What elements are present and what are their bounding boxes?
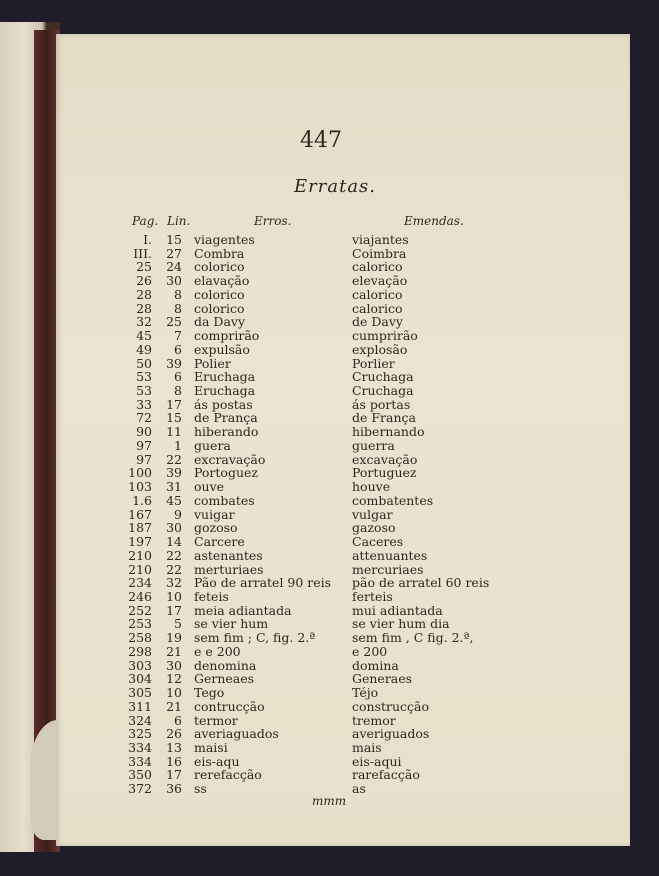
cell-erro: hiberando — [194, 424, 259, 439]
header-lin: Lin. — [167, 214, 191, 228]
cell-erro: Tego — [194, 685, 225, 700]
cell-pag: 103 — [128, 479, 152, 494]
cell-lin: 13 — [166, 740, 182, 755]
cell-pag: I. — [143, 232, 152, 247]
cell-lin: 31 — [166, 479, 182, 494]
cell-erro: Gerneaes — [194, 671, 255, 686]
cell-emenda: domina — [352, 658, 399, 673]
cell-erro: rerefacção — [194, 767, 262, 782]
cell-pag: III. — [133, 246, 152, 261]
cell-lin: 19 — [166, 630, 182, 645]
cell-emenda: calorico — [352, 287, 403, 302]
cell-lin: 9 — [174, 507, 182, 522]
cell-lin: 5 — [174, 616, 182, 631]
cell-erro: astenantes — [194, 548, 263, 563]
cell-erro: feteis — [194, 589, 229, 604]
cell-pag: 53 — [136, 383, 152, 398]
cell-erro: contrucção — [194, 699, 265, 714]
cell-pag: 305 — [128, 685, 152, 700]
cell-pag: 167 — [128, 507, 152, 522]
header-emendas: Emendas. — [404, 214, 464, 228]
page-number: 447 — [300, 128, 342, 153]
cell-pag: 72 — [136, 410, 152, 425]
cell-emenda: guerra — [352, 438, 395, 453]
cell-emenda: sem fim , C fig. 2.ª, — [352, 630, 474, 645]
cell-erro: comprirão — [194, 328, 260, 343]
cell-lin: 6 — [174, 342, 182, 357]
cell-lin: 6 — [174, 369, 182, 384]
cell-erro: sem fim ; C, fig. 2.ª — [194, 630, 316, 645]
cell-erro: termor — [194, 713, 238, 728]
cell-lin: 15 — [166, 410, 182, 425]
cell-erro: ás postas — [194, 397, 253, 412]
cell-erro: colorico — [194, 287, 245, 302]
cell-pag: 350 — [128, 767, 152, 782]
cell-pag: 25 — [136, 259, 152, 274]
header-pag: Pag. — [132, 214, 159, 228]
cell-lin: 10 — [166, 589, 182, 604]
cell-emenda: se vier hum dia — [352, 616, 450, 631]
cell-erro: ouve — [194, 479, 225, 494]
cell-erro: Carcere — [194, 534, 245, 549]
cell-pag: 298 — [128, 644, 152, 659]
cell-emenda: hibernando — [352, 424, 425, 439]
cell-pag: 197 — [128, 534, 152, 549]
cell-pag: 372 — [128, 781, 152, 796]
cell-erro: da Davy — [194, 314, 246, 329]
cell-emenda: calorico — [352, 301, 403, 316]
cell-emenda: eis-aqui — [352, 754, 402, 769]
cell-emenda: pão de arratel 60 reis — [352, 575, 490, 590]
cell-pag: 100 — [128, 465, 152, 480]
cell-erro: excravação — [194, 452, 266, 467]
cell-lin: 17 — [166, 397, 182, 412]
cell-emenda: mais — [352, 740, 382, 755]
cell-lin: 22 — [166, 562, 182, 577]
cell-pag: 28 — [136, 287, 152, 302]
cell-lin: 6 — [174, 713, 182, 728]
cell-pag: 334 — [128, 754, 152, 769]
cell-emenda: Cruchaga — [352, 369, 414, 384]
cell-lin: 12 — [166, 671, 182, 686]
cell-erro: averiaguados — [194, 726, 279, 741]
cell-pag: 90 — [136, 424, 152, 439]
cell-erro: meia adiantada — [194, 603, 292, 618]
cell-erro: maisi — [194, 740, 228, 755]
cell-pag: 334 — [128, 740, 152, 755]
cell-pag: 49 — [136, 342, 152, 357]
cell-emenda: Coimbra — [352, 246, 407, 261]
cell-emenda: construcção — [352, 699, 430, 714]
cell-pag: 311 — [128, 699, 152, 714]
cell-lin: 30 — [166, 273, 182, 288]
cell-emenda: Generaes — [352, 671, 413, 686]
cell-pag: 26 — [136, 273, 152, 288]
cell-emenda: tremor — [352, 713, 396, 728]
cell-erro: de Prança — [194, 410, 258, 425]
cell-lin: 39 — [166, 356, 182, 371]
cell-emenda: de Davy — [352, 314, 403, 329]
cell-erro: vuigar — [194, 507, 235, 522]
cell-pag: 304 — [128, 671, 152, 686]
cell-emenda: e 200 — [352, 644, 388, 659]
cell-erro: se vier hum — [194, 616, 269, 631]
cell-erro: e e 200 — [194, 644, 241, 659]
cell-erro: Portoguez — [194, 465, 258, 480]
cell-lin: 25 — [166, 314, 182, 329]
cell-emenda: as — [352, 781, 366, 796]
cell-emenda: Caceres — [352, 534, 404, 549]
cell-erro: Eruchaga — [194, 383, 256, 398]
cell-lin: 17 — [166, 603, 182, 618]
cell-pag: 45 — [136, 328, 152, 343]
cell-lin: 22 — [166, 452, 182, 467]
cell-lin: 22 — [166, 548, 182, 563]
cell-emenda: gazoso — [352, 520, 396, 535]
cell-erro: combates — [194, 493, 255, 508]
cell-pag: 253 — [128, 616, 152, 631]
cell-lin: 39 — [166, 465, 182, 480]
cell-emenda: Portuguez — [352, 465, 417, 480]
cell-pag: 187 — [128, 520, 152, 535]
cell-emenda: excavação — [352, 452, 418, 467]
cell-emenda: elevação — [352, 273, 408, 288]
cell-pag: 303 — [128, 658, 152, 673]
cell-pag: 97 — [136, 438, 152, 453]
cell-erro: Pão de arratel 90 reis — [194, 575, 332, 590]
cell-emenda: de França — [352, 410, 416, 425]
cell-pag: 97 — [136, 452, 152, 467]
cell-pag: 28 — [136, 301, 152, 316]
cell-lin: 30 — [166, 658, 182, 673]
cell-lin: 15 — [166, 232, 182, 247]
cell-erro: Combra — [194, 246, 245, 261]
cell-lin: 7 — [174, 328, 182, 343]
cell-pag: 258 — [128, 630, 152, 645]
cell-lin: 45 — [166, 493, 182, 508]
cell-emenda: averiguados — [352, 726, 430, 741]
cell-lin: 17 — [166, 767, 182, 782]
cell-pag: 325 — [128, 726, 152, 741]
cell-lin: 21 — [166, 699, 182, 714]
cell-pag: 324 — [128, 713, 152, 728]
cell-erro: expulsão — [194, 342, 250, 357]
cell-emenda: attenuantes — [352, 548, 428, 563]
cell-emenda: cumprirão — [352, 328, 418, 343]
cell-pag: 234 — [128, 575, 152, 590]
cell-emenda: viajantes — [352, 232, 409, 247]
cell-pag: 50 — [136, 356, 152, 371]
cell-erro: colorico — [194, 259, 245, 274]
cell-erro: guera — [194, 438, 231, 453]
cell-emenda: calorico — [352, 259, 403, 274]
cell-emenda: Porlier — [352, 356, 395, 371]
cell-lin: 36 — [166, 781, 182, 796]
page-title: Erratas. — [294, 176, 377, 197]
cell-emenda: vulgar — [352, 507, 393, 522]
cell-lin: 32 — [166, 575, 182, 590]
cell-pag: 33 — [136, 397, 152, 412]
signature-mark: mmm — [312, 794, 347, 808]
cell-lin: 8 — [174, 301, 182, 316]
cell-emenda: mui adiantada — [352, 603, 443, 618]
cell-pag: 1.6 — [132, 493, 152, 508]
cell-emenda: ás portas — [352, 397, 411, 412]
cell-emenda: houve — [352, 479, 391, 494]
cell-erro: eis-aqu — [194, 754, 240, 769]
cell-lin: 8 — [174, 287, 182, 302]
cell-lin: 30 — [166, 520, 182, 535]
cell-emenda: mercuriaes — [352, 562, 424, 577]
header-erros: Erros. — [254, 214, 292, 228]
cell-emenda: combatentes — [352, 493, 434, 508]
cell-erro: colorico — [194, 301, 245, 316]
cell-erro: Eruchaga — [194, 369, 256, 384]
cell-lin: 27 — [166, 246, 182, 261]
cell-emenda: Téjo — [352, 685, 379, 700]
cell-lin: 14 — [166, 534, 182, 549]
cell-emenda: ferteis — [352, 589, 393, 604]
cell-lin: 24 — [166, 259, 182, 274]
cell-erro: Polier — [194, 356, 231, 371]
cell-lin: 21 — [166, 644, 182, 659]
cell-pag: 252 — [128, 603, 152, 618]
cell-pag: 246 — [128, 589, 152, 604]
cell-emenda: Cruchaga — [352, 383, 414, 398]
cell-pag: 210 — [128, 548, 152, 563]
cell-erro: gozoso — [194, 520, 238, 535]
cell-lin: 8 — [174, 383, 182, 398]
cell-lin: 26 — [166, 726, 182, 741]
cell-erro: viagentes — [194, 232, 255, 247]
cell-lin: 1 — [174, 438, 182, 453]
cell-erro: ss — [194, 781, 207, 796]
cell-erro: denomina — [194, 658, 257, 673]
cell-emenda: rarefacção — [352, 767, 420, 782]
cell-lin: 11 — [166, 424, 182, 439]
cell-pag: 210 — [128, 562, 152, 577]
cell-lin: 16 — [166, 754, 182, 769]
cell-erro: elavação — [194, 273, 250, 288]
cell-erro: merturiaes — [194, 562, 264, 577]
cell-lin: 10 — [166, 685, 182, 700]
cell-pag: 53 — [136, 369, 152, 384]
cell-emenda: explosão — [352, 342, 408, 357]
cell-pag: 32 — [136, 314, 152, 329]
